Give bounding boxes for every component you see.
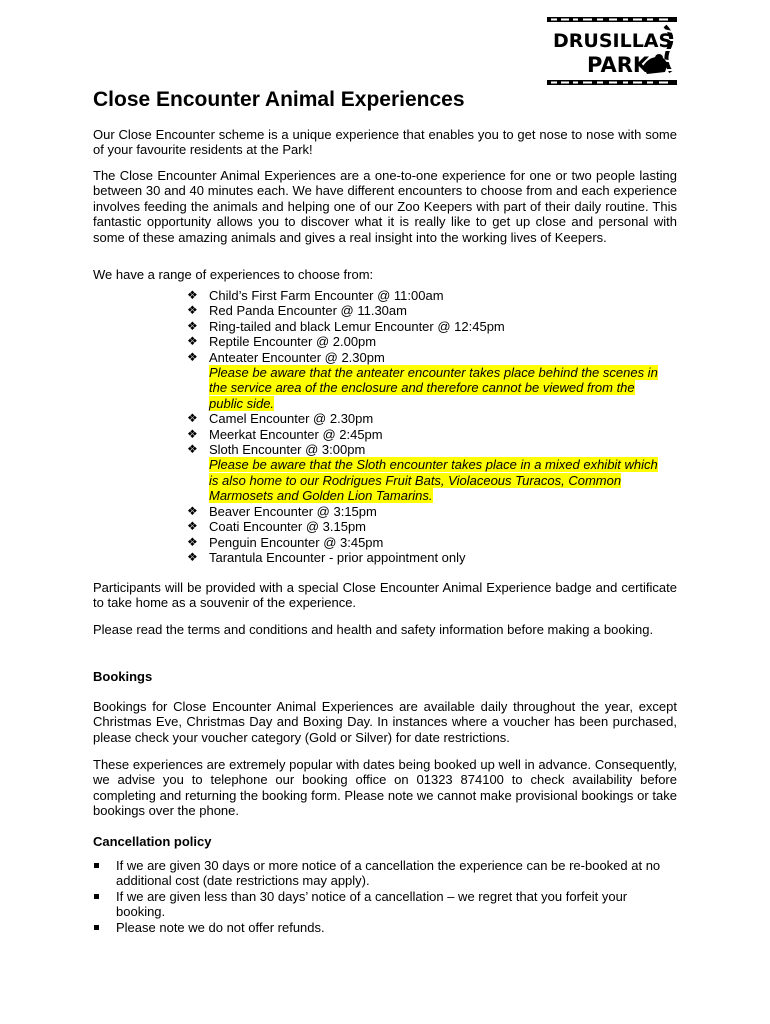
badge-paragraph: Participants will be provided with a special Close Encounter Animal Experience badge and certificate to take home as a souvenir of the experience. (93, 580, 677, 611)
list-item: If we are given 30 days or more notice of a cancellation the experience can be re-booked at no additional cost (date restrictions may apply). (93, 858, 677, 889)
list-item: ❖ Meerkat Encounter @ 2:45pm (187, 426, 383, 442)
logo-line1: DRUSILLAS (553, 30, 673, 52)
diamond-bullet-icon: ❖ (187, 442, 198, 457)
description-paragraph: The Close Encounter Animal Experiences are a one-to-one experience for one or two people lasting between 30 and 40 minutes each. We have different encounters to choose from and each experience involves feeding the animals and helping one of our Zoo Keepers with part of their daily routine. This fantastic opportunity allows you to discover what it is really like to get up close and personal with some of these amazing animals and gives a real insight into the working lives of Keepers. (93, 168, 677, 245)
anteater-note: Please be aware that the anteater encounter takes place behind the scenes in the service area of the enclosure and therefore cannot be viewed from the public side. (209, 365, 658, 411)
diamond-bullet-icon: ❖ (187, 288, 198, 302)
list-item: ❖ Sloth Encounter @ 3:00pm Please be aware that the Sloth encounter takes place in a mixed exhibit which is also home to our Rodrigues Fruit Bats, Violaceous Turacos, Common Marmosets and Golden Lion Tamarins. (187, 442, 667, 504)
bookings-paragraph-2: These experiences are extremely popular with dates being booked up well in advance. Consequently, we advise you to telephone our booking office on 01323 874100 to check availability before completing and returning the booking form. Please note we cannot make provisional bookings or take bookings over the phone. (93, 757, 677, 819)
intro-paragraph: Our Close Encounter scheme is a unique experience that enables you to get nose to nose with some of your favourite residents at the Park! (93, 127, 677, 158)
bookings-paragraph-1: Bookings for Close Encounter Animal Experiences are available daily throughout the year, except Christmas Eve, Christmas Day and Boxing Day. In instances where a voucher has been purchased, please check your voucher category (Gold or Silver) for date restrictions. (93, 699, 677, 745)
cancellation-list (93, 858, 677, 935)
diamond-bullet-icon: ❖ (187, 519, 198, 534)
cancellation-heading: Cancellation policy (93, 834, 212, 849)
diamond-bullet-icon: ❖ (187, 318, 198, 333)
list-item: ❖ Penguin Encounter @ 3:45pm (187, 534, 384, 550)
list-item: ❖ Beaver Encounter @ 3:15pm (187, 503, 377, 519)
list-item: Please note we do not offer refunds. (93, 920, 677, 935)
bookings-heading: Bookings (93, 669, 153, 684)
square-bullet-icon (94, 925, 99, 930)
sloth-note: Please be aware that the Sloth encounter takes place in a mixed exhibit which is also home to our Rodrigues Fruit Bats, Violaceous Turacos, Common Marmosets and Golden Lion Tamarins. (209, 457, 658, 504)
list-item: ❖ Camel Encounter @ 2.30pm (187, 411, 374, 427)
diamond-bullet-icon: ❖ (187, 334, 198, 349)
list-item: ❖ Tarantula Encounter - prior appointment only (187, 549, 466, 565)
list-item: ❖ Reptile Encounter @ 2.00pm (187, 334, 377, 350)
list-item: ❖ Child’s First Farm Encounter @ 11:00am (187, 288, 444, 303)
diamond-bullet-icon: ❖ (187, 411, 198, 426)
list-item: ❖ Ring-tailed and black Lemur Encounter @ 12:45pm (187, 318, 505, 334)
list-item: ❖ Anteater Encounter @ 2.30pm Please be aware that the anteater encounter takes place behind the scenes in the service area of the enclosure and therefore cannot be viewed from the public side. (187, 350, 667, 412)
list-item: ❖ Coati Encounter @ 3.15pm (187, 519, 367, 535)
diamond-bullet-icon: ❖ (187, 426, 198, 441)
logo-line2: PARK (587, 53, 650, 77)
list-item: If we are given less than 30 days’ notice of a cancellation – we regret that you forfeit your booking. (93, 889, 677, 920)
list-item: ❖ Red Panda Encounter @ 11.30am (187, 303, 407, 319)
diamond-bullet-icon: ❖ (187, 503, 198, 518)
experience-list (187, 288, 667, 565)
drusillas-park-logo (547, 16, 677, 86)
terms-paragraph: Please read the terms and conditions and health and safety information before making a booking. (93, 622, 654, 637)
square-bullet-icon (94, 863, 99, 868)
page-title: Close Encounter Animal Experiences (93, 88, 465, 111)
diamond-bullet-icon: ❖ (187, 349, 198, 364)
diamond-bullet-icon: ❖ (187, 549, 198, 564)
range-intro: We have a range of experiences to choose from: (93, 267, 374, 282)
diamond-bullet-icon: ❖ (187, 303, 198, 318)
diamond-bullet-icon: ❖ (187, 534, 198, 549)
square-bullet-icon (94, 894, 99, 899)
